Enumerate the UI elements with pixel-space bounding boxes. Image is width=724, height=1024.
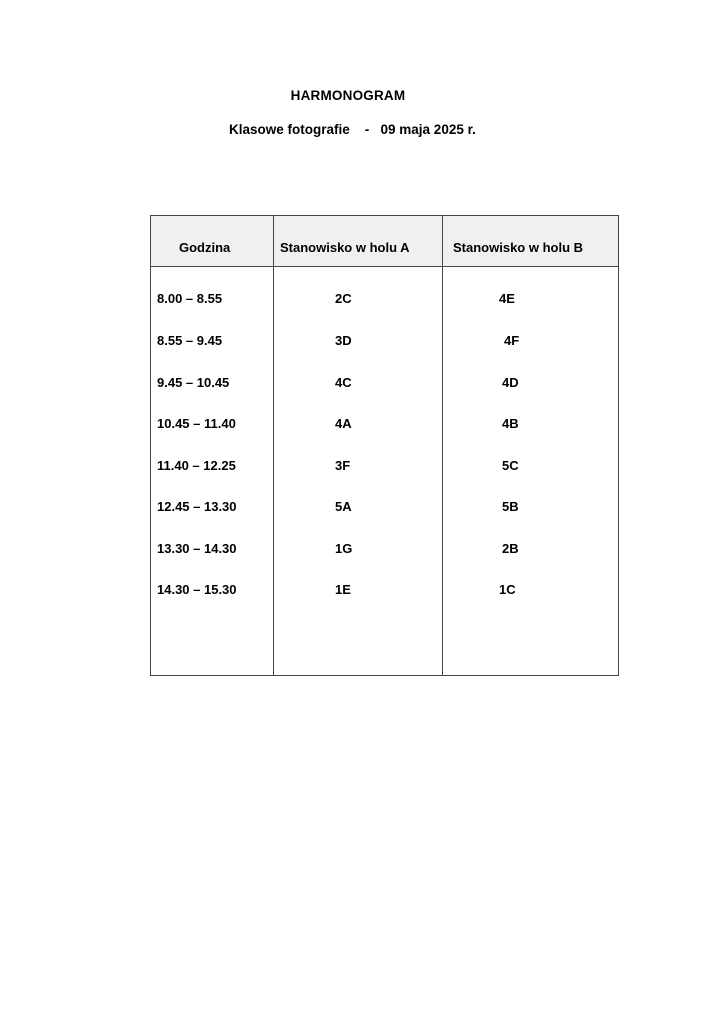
hall-a-cell: 1E xyxy=(335,582,351,597)
time-cell: 8.55 – 9.45 xyxy=(157,333,223,348)
time-cell: 14.30 – 15.30 xyxy=(157,582,237,597)
time-cell: 8.00 – 8.55 xyxy=(157,291,223,306)
hall-a-cell: 4C xyxy=(335,375,352,390)
table-row xyxy=(151,499,618,519)
column-divider xyxy=(442,216,443,675)
time-cell: 10.45 – 11.40 xyxy=(157,416,236,431)
page-title xyxy=(0,88,724,103)
time-cell: 12.45 – 13.30 xyxy=(157,499,237,514)
time-cell: 13.30 – 14.30 xyxy=(157,541,237,556)
hall-a-cell: 5A xyxy=(335,499,352,514)
header-time: Godzina xyxy=(179,240,231,255)
hall-b-cell: 4F xyxy=(504,333,520,348)
time-cell: 9.45 – 10.45 xyxy=(157,375,230,390)
table-row xyxy=(151,582,618,602)
hall-b-cell: 5C xyxy=(502,458,519,473)
hall-a-cell: 3D xyxy=(335,333,352,348)
hall-b-cell: 4E xyxy=(499,291,515,306)
table-row xyxy=(151,416,618,436)
hall-a-cell: 1G xyxy=(335,541,353,556)
table-row xyxy=(151,333,618,353)
page-subtitle: Klasowe fotografie - 09 maja 2025 r. xyxy=(229,122,476,137)
column-divider xyxy=(273,216,274,675)
hall-a-cell: 4A xyxy=(335,416,352,431)
hall-b-cell: 1C xyxy=(499,582,516,597)
hall-b-cell: 5B xyxy=(502,499,519,514)
time-cell: 11.40 – 12.25 xyxy=(157,458,236,473)
header-hall-a: Stanowisko w holu A xyxy=(280,240,410,255)
hall-b-cell: 4D xyxy=(502,375,519,390)
table-row xyxy=(151,375,618,395)
table-row xyxy=(151,291,618,311)
table-row xyxy=(151,458,618,478)
schedule-table xyxy=(150,215,619,676)
table-row xyxy=(151,541,618,561)
header-hall-b: Stanowisko w holu B xyxy=(453,240,584,255)
hall-a-cell: 3F xyxy=(335,458,351,473)
hall-b-cell: 2B xyxy=(502,541,519,556)
hall-a-cell: 2C xyxy=(335,291,352,306)
page-title-text: HARMONOGRAM xyxy=(290,88,406,103)
hall-b-cell: 4B xyxy=(502,416,519,431)
